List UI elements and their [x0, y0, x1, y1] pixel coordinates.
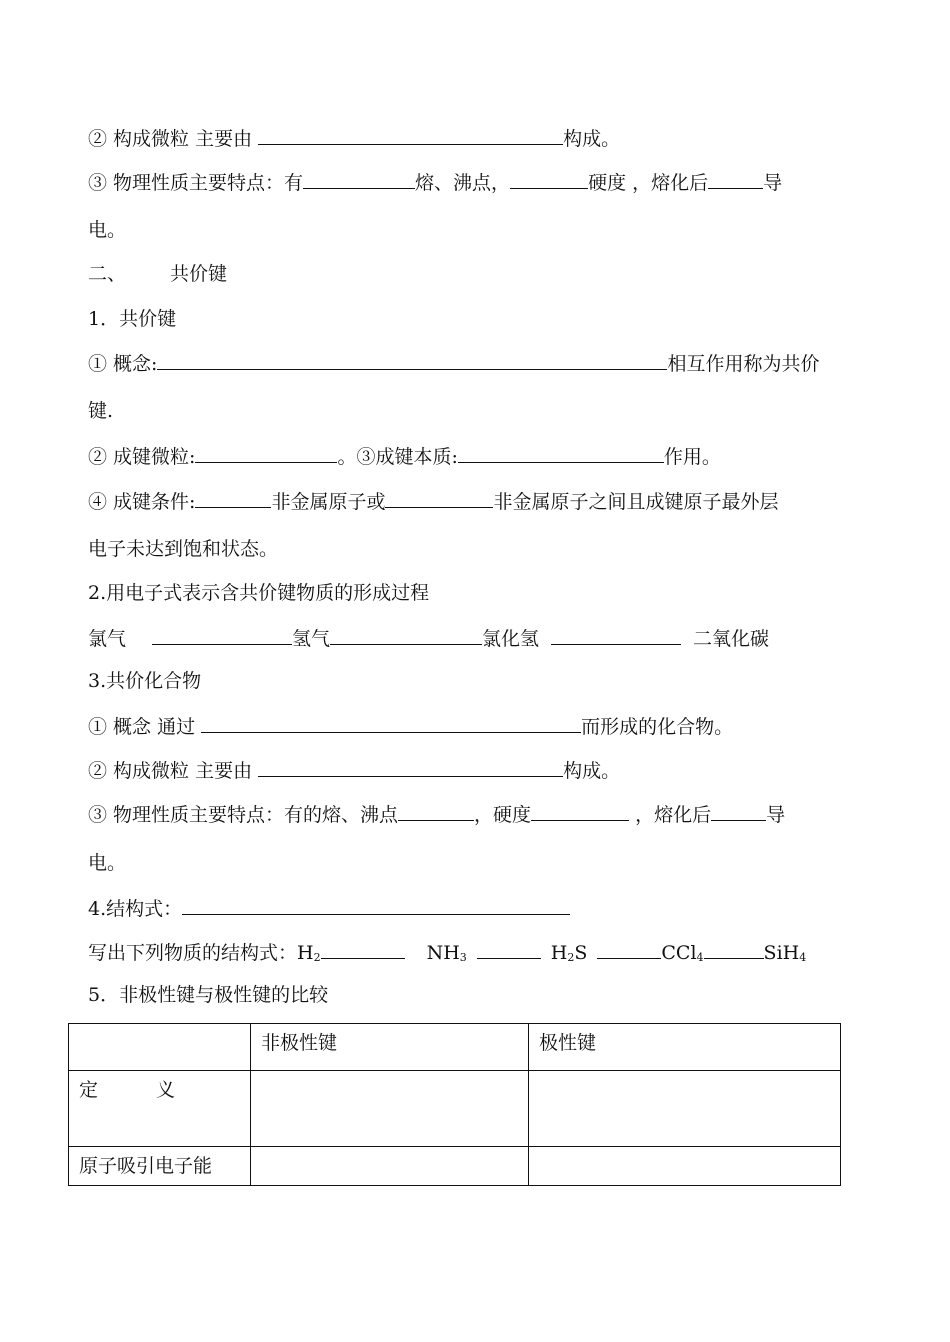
- line-constituent-particles-1: [88, 126, 620, 151]
- fill-blank[interactable]: [321, 940, 405, 959]
- line-concept-1: [88, 351, 819, 376]
- line-text: ② 成键微粒:: [88, 446, 196, 468]
- line-text: 构成。: [563, 128, 621, 150]
- subscript: 4: [696, 951, 704, 964]
- table-cell[interactable]: [251, 1071, 529, 1147]
- fill-blank[interactable]: [477, 940, 541, 959]
- fill-blank[interactable]: [152, 626, 292, 645]
- table-row: [69, 1071, 841, 1147]
- line-text: ，熔化后: [629, 804, 712, 826]
- line-text: ，硬度: [474, 804, 532, 826]
- line-text: 非金属原子之间且成键原子最外层: [493, 491, 779, 513]
- line-text: ④ 成键条件:: [88, 491, 196, 513]
- fill-blank[interactable]: [708, 170, 763, 189]
- formula-h2s: S: [574, 942, 588, 964]
- fill-blank[interactable]: [551, 626, 681, 645]
- line-physical-properties-2: [88, 802, 785, 827]
- line-text: 氯气: [88, 628, 127, 650]
- label-text: 义: [156, 1079, 176, 1101]
- line-text: ② 构成微粒 主要由: [88, 128, 259, 150]
- subscript: 4: [799, 951, 807, 964]
- table-header-nonpolar: 非极性键: [251, 1024, 529, 1071]
- line-structural-formula: [88, 896, 570, 921]
- table-cell[interactable]: [529, 1147, 841, 1186]
- comparison-table: [68, 1023, 841, 1186]
- line-text: 硬度 ，熔化后: [588, 172, 709, 194]
- fill-blank[interactable]: [330, 626, 482, 645]
- fill-blank[interactable]: [458, 444, 664, 463]
- line-text: 写出下列物质的结构式：H: [88, 942, 314, 964]
- formula-h2s: H: [550, 942, 568, 964]
- table-header-polar: 极性键: [529, 1024, 841, 1071]
- fill-blank[interactable]: [258, 758, 563, 777]
- table-cell[interactable]: [251, 1147, 529, 1186]
- line-text: ① 概念:: [88, 353, 158, 375]
- line-electron-formula-examples: [88, 626, 769, 651]
- table-cell: [69, 1024, 251, 1071]
- table-row-label-definition: [69, 1071, 251, 1147]
- fill-blank[interactable]: [182, 896, 570, 915]
- line-continuation: 电子未达到饱和状态。: [88, 538, 279, 560]
- subscript: 2: [567, 951, 575, 964]
- fill-blank[interactable]: [711, 802, 766, 821]
- line-bond-conditions: [88, 489, 778, 514]
- line-physical-properties-1: [88, 170, 782, 195]
- fill-blank[interactable]: [157, 351, 667, 370]
- formula-nh3: NH: [426, 942, 460, 964]
- fill-blank[interactable]: [510, 170, 588, 189]
- line-continuation: 电。: [88, 219, 127, 241]
- fill-blank[interactable]: [704, 940, 764, 959]
- line-constituent-particles-2: [88, 758, 620, 783]
- line-continuation: 键.: [88, 400, 114, 422]
- fill-blank[interactable]: [531, 802, 629, 821]
- formula-ccl4: CCl: [661, 942, 697, 964]
- section-title: 共价键: [170, 263, 228, 285]
- label-text: 定: [79, 1079, 99, 1101]
- line-text: 氯化氢: [482, 628, 540, 650]
- fill-blank[interactable]: [303, 170, 415, 189]
- fill-blank[interactable]: [385, 489, 493, 508]
- line-structural-formula-exercise: [88, 940, 806, 970]
- table-header-row: [69, 1024, 841, 1071]
- line-text: 构成。: [563, 760, 621, 782]
- formula-sih4: SiH: [763, 942, 800, 964]
- fill-blank[interactable]: [597, 940, 661, 959]
- line-text: ③ 物理性质主要特点：有: [88, 172, 304, 194]
- line-text: 二氧化碳: [693, 628, 770, 650]
- section-number: 二、: [88, 263, 127, 285]
- table-row: [69, 1147, 841, 1186]
- line-text: ② 构成微粒 主要由: [88, 760, 259, 782]
- subscript: 3: [459, 951, 467, 964]
- fill-blank[interactable]: [195, 489, 271, 508]
- fill-blank[interactable]: [201, 714, 581, 733]
- line-text: ① 概念 通过: [88, 716, 202, 738]
- line-continuation: 电。: [88, 852, 127, 874]
- line-text: 导: [766, 804, 786, 826]
- fill-blank[interactable]: [398, 802, 474, 821]
- table-row-label-electronegativity: 原子吸引电子能: [69, 1147, 251, 1186]
- line-text: 作用。: [663, 446, 721, 468]
- subheading-3: 3.共价化合物: [88, 670, 202, 692]
- table-cell[interactable]: [529, 1071, 841, 1147]
- line-text: 熔、沸点，: [415, 172, 511, 194]
- line-bond-particles: [88, 444, 721, 469]
- line-text: 氢气: [292, 628, 331, 650]
- line-text: 非金属原子或: [271, 491, 386, 513]
- section-heading-covalent-bond: [88, 262, 227, 286]
- line-text: 。③成键本质:: [337, 446, 458, 468]
- line-text: 而形成的化合物。: [581, 716, 734, 738]
- subheading-2: 2.用电子式表示含共价键物质的形成过程: [88, 582, 430, 604]
- line-text: ③ 物理性质主要特点：有的熔、沸点: [88, 804, 399, 826]
- line-concept-2: [88, 714, 733, 739]
- line-text: 相互作用称为共价: [667, 353, 820, 375]
- subscript: 2: [313, 951, 321, 964]
- fill-blank[interactable]: [258, 126, 563, 145]
- subheading-1: 1．共价键: [88, 308, 177, 330]
- subheading-5: 5．非极性键与极性键的比较: [88, 984, 329, 1006]
- line-text: 4.结构式：: [88, 898, 183, 920]
- fill-blank[interactable]: [195, 444, 337, 463]
- line-text: 导: [763, 172, 783, 194]
